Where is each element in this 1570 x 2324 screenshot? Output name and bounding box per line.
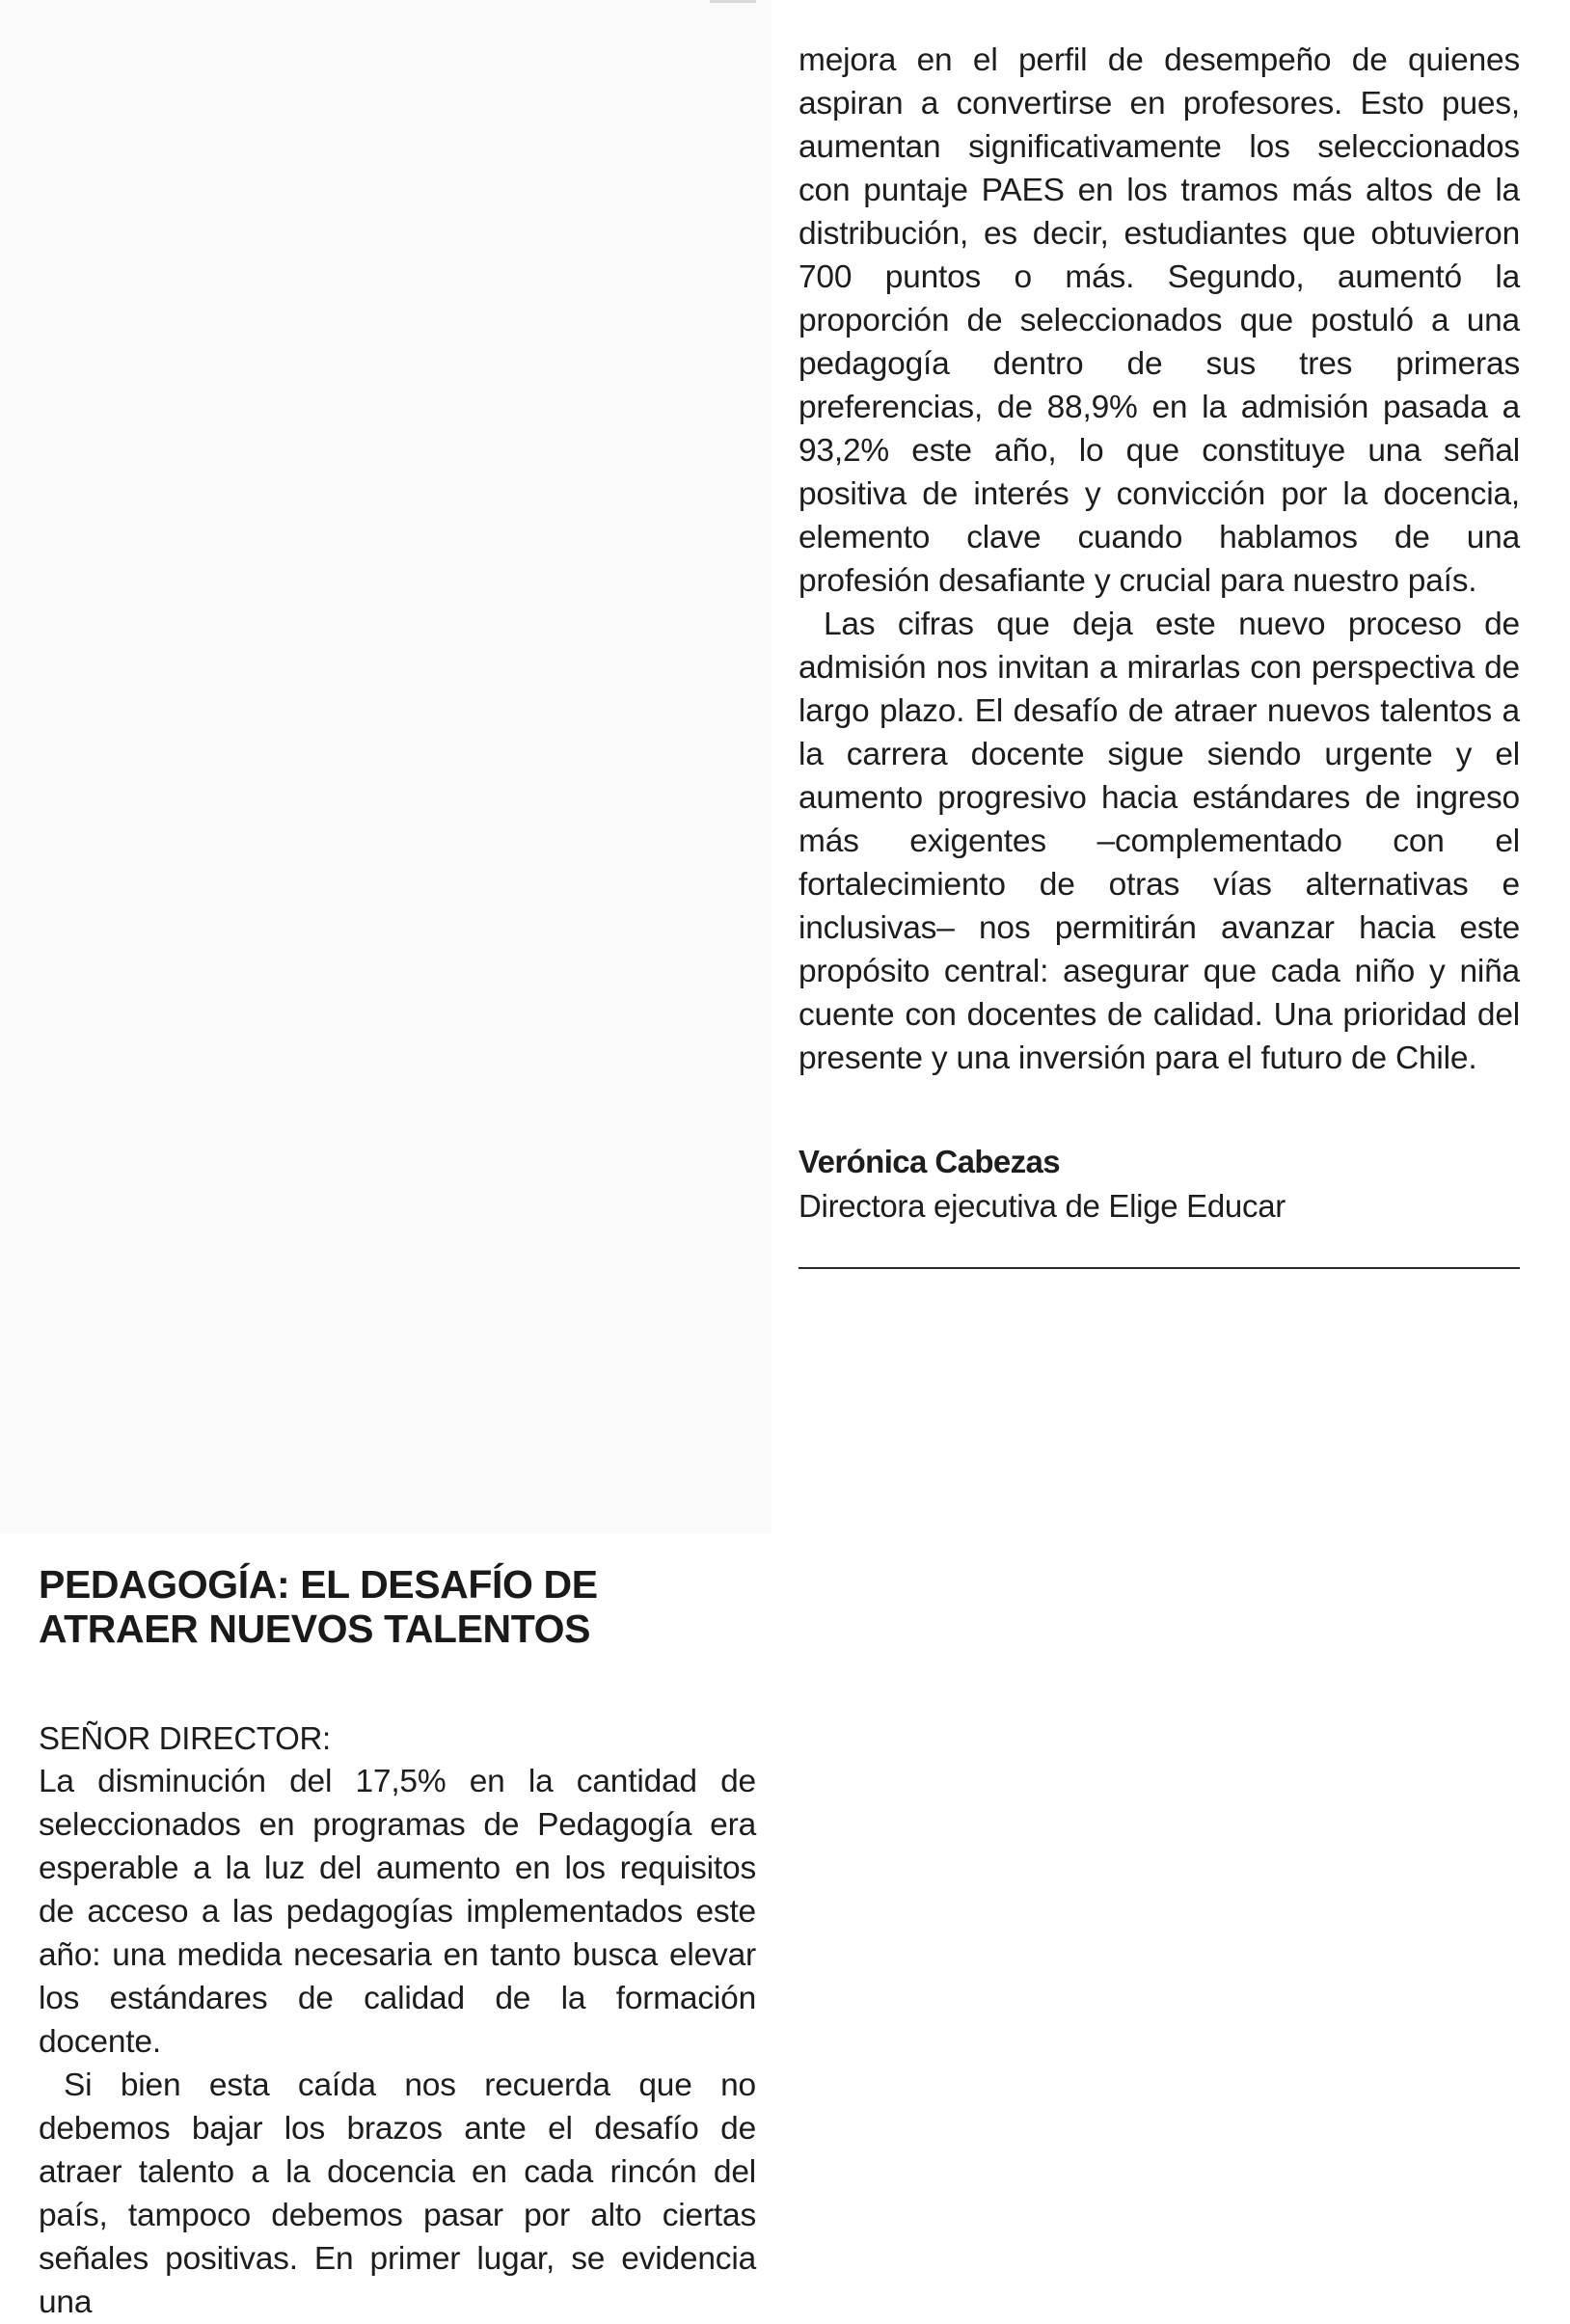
- letter-opening-paragraph: La disminución del 17,5% en la cantidad de seleccionados en programas de Pedagogía era esperable a la luz del aumento en los requisitos de acceso a las pedagogías implementados este año: una medida necesaria en tanto busca elevar los estándares de calidad de la formación docente.: [39, 1764, 756, 2060]
- scan-shade: [0, 0, 771, 1533]
- right-column: [799, 39, 1520, 1269]
- letter-continuation-paragraph: mejora en el perfil de desempeño de quienes aspiran a convertirse en profesores. Esto pues, aumentan significativamente los seleccionados con puntaje PAES en los tramos más altos de la distribución, es decir, estudiantes que obtuvieron 700 puntos o más. Segundo, aumentó la proporción de seleccionados que postuló a una pedagogía dentro de sus tres primeras preferencias, de 88,9% en la admisión pasada a 93,2% este año, lo que constituye una señal positiva de interés y convicción por la docencia, elemento clave cuando hablamos de una profesión desafiante y crucial para nuestro país.: [799, 42, 1520, 599]
- author-role: Directora ejecutiva de Elige Educar: [799, 1188, 1286, 1224]
- scan-edge-mark: [710, 0, 756, 3]
- letter-salutation: SEÑOR DIRECTOR:: [39, 1720, 331, 1756]
- section-divider: [799, 1267, 1520, 1269]
- author-name: Verónica Cabezas: [799, 1144, 1061, 1179]
- letter-headline: PEDAGOGÍA: EL DESAFÍO DE ATRAER NUEVOS TALENTOS: [39, 1562, 598, 1651]
- letter-second-paragraph: Si bien esta caída nos recuerda que no debemos bajar los brazos ante el desafío de atraer talento a la docencia en cada rincón del país, tampoco debemos pasar por alto ciertas señales positivas. En primer lugar, se evidencia una: [39, 2067, 756, 2320]
- letter-closing-paragraph: Las cifras que deja este nuevo proceso de admisión nos invitan a mirarlas con perspectiva de largo plazo. El desafío de atraer nuevos talentos a la carrera docente sigue siendo urgente y el aumento progresivo hacia estándares de ingreso más exigentes –complementado con el fortalecimiento de otras vías alternativas e inclusivas– nos permitirán avanzar hacia este propósito central: asegurar que cada niño y niña cuente con docentes de calidad. Una prioridad del presente y una inversión para el futuro de Chile.: [799, 607, 1520, 1076]
- left-column: [39, 1562, 756, 2324]
